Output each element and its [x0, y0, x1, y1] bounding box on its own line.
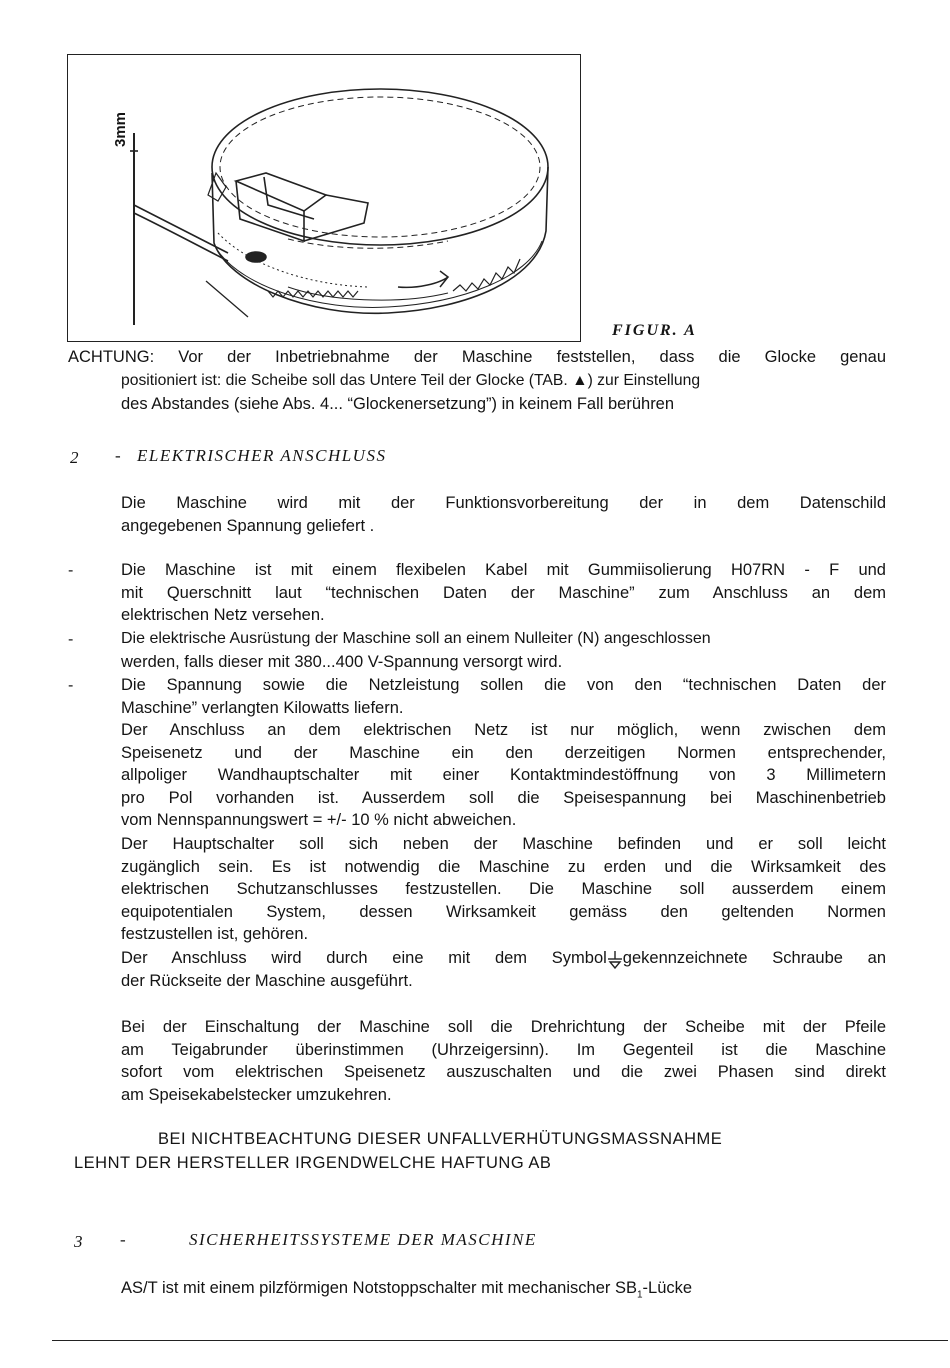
warning-line-2: LEHNT DER HERSTELLER IRGENDWELCHE HAFTUNG AB: [74, 1154, 552, 1172]
warning-line-1: BEI NICHTBEACHTUNG DIESER UNFALLVERHÜTUNGSMASSNAHME: [158, 1130, 723, 1148]
ground-symbol-icon: [607, 951, 623, 969]
text-line: allpoliger Wandhauptschalter mit einer Kontaktmindestöffnung von 3 Millimetern: [121, 766, 886, 784]
machine-diagram: [68, 55, 580, 341]
text-fragment: -Lücke: [642, 1279, 693, 1297]
text-line: sofort vom elektrischen Speisenetz auszuschalten und die zwei Phasen sind direkt: [121, 1063, 886, 1081]
text-line: vom Nennspannungswert = +/- 10 % nicht abweichen.: [121, 811, 517, 829]
text-line: [121, 1277, 886, 1307]
text-line: Die Maschine ist mit einem flexibelen Kabel mit Gummiisolierung H07RN - F und: [121, 561, 886, 579]
bullet-marker: -: [68, 677, 74, 694]
text-line: zugänglich sein. Es ist notwendig die Maschine zu erden und die Wirksamkeit des: [121, 857, 886, 876]
paragraph: [121, 947, 886, 992]
figure-frame: [67, 54, 581, 342]
section-2-intro: [121, 492, 886, 537]
text-line: elektrischen Schutzanschlusses festzustellen. Die Maschine soll ausserdem einem: [121, 880, 886, 898]
text-line: mit Querschnitt laut “technischen Daten der Maschine” zum Anschluss an dem: [121, 583, 886, 602]
paragraph: [121, 1016, 886, 1106]
bullet-item: [121, 559, 886, 627]
section-3-dash: -: [120, 1230, 126, 1249]
section-3-text: [121, 1277, 886, 1307]
dimension-label: 3mm: [112, 111, 129, 147]
text-fragment: Der Anschluss wird durch eine mit dem Symbol: [121, 949, 607, 967]
section-3-title: SICHERHEITSSYSTEME DER MASCHINE: [189, 1230, 537, 1249]
achtung-line-3: des Abstandes (siehe Abs. 4... “Glockenersetzung”) in keinem Fall berühren: [121, 394, 675, 413]
paragraph: [121, 719, 886, 832]
text-fragment: AS/T ist mit einem pilzförmigen Notstoppschalter mit mechanischer SB: [121, 1279, 637, 1297]
achtung-line-2: positioniert ist: die Scheibe soll das Untere Teil der Glocke (TAB. ▲) zur Einstellung: [121, 372, 701, 389]
paragraph: [121, 833, 886, 946]
achtung-line-1: ACHTUNG: Vor der Inbetriebnahme der Maschine feststellen, dass die Glocke genau: [68, 348, 886, 366]
text-line: der Rückseite der Maschine ausgeführt.: [121, 971, 413, 990]
bullet-item: [121, 674, 886, 719]
section-3-number: 3: [74, 1232, 83, 1251]
text-line: am Speisekabelstecker umzukehren.: [121, 1085, 392, 1104]
text-line: Bei der Einschaltung der Maschine soll die Drehrichtung der Scheibe mit der Pfeile: [121, 1018, 886, 1036]
bullet-marker: -: [68, 631, 74, 648]
figure-caption: FIGUR. A: [612, 322, 697, 339]
subscript: 1: [636, 1289, 643, 1301]
text-line: am Teigabrunder überinstimmen (Uhrzeigersinn). Im Gegenteil ist die Maschine: [121, 1040, 886, 1059]
text-line: Die Maschine wird mit der Funktionsvorbereitung der in dem Datenschild: [121, 494, 886, 512]
text-line: Maschine” verlangten Kilowatts liefern.: [121, 698, 404, 717]
section-2-dash: -: [115, 446, 121, 465]
text-line: elektrischen Netz versehen.: [121, 606, 325, 624]
text-line: angegebenen Spannung geliefert .: [121, 516, 375, 535]
text-line: Die elektrische Ausrüstung der Maschine soll an einem Nulleiter (N) angeschlossen: [121, 630, 711, 647]
text-line: pro Pol vorhanden ist. Ausserdem soll die Speisespannung bei Maschinenbetrieb: [121, 788, 886, 807]
text-line: Der Anschluss an dem elektrischen Netz ist nur möglich, wenn zwischen dem: [121, 721, 886, 739]
text-line: Die Spannung sowie die Netzleistung sollen die von den “technischen Daten der: [121, 676, 886, 694]
section-2-title: ELEKTRISCHER ANSCHLUSS: [137, 446, 387, 465]
bullet-item: [121, 628, 886, 673]
section-2-number: 2: [70, 448, 79, 467]
text-line: [121, 947, 886, 970]
text-line: equipotentialen System, dessen Wirksamkeit gemäss den geltenden Normen: [121, 902, 886, 921]
footer-rule: [52, 1340, 948, 1341]
text-line: werden, falls dieser mit 380...400 V-Spannung versorgt wird.: [121, 652, 563, 671]
bullet-marker: -: [68, 562, 74, 579]
text-line: festzustellen ist, gehören.: [121, 925, 309, 943]
text-line: Speisenetz und der Maschine ein den derzeitigen Normen entsprechender,: [121, 743, 886, 762]
text-fragment: gekennzeichnete Schraube an: [622, 949, 886, 967]
text-line: Der Hauptschalter soll sich neben der Maschine befinden und er soll leicht: [121, 835, 886, 853]
achtung-note: [68, 346, 886, 369]
achtung-continuation: [121, 370, 886, 415]
